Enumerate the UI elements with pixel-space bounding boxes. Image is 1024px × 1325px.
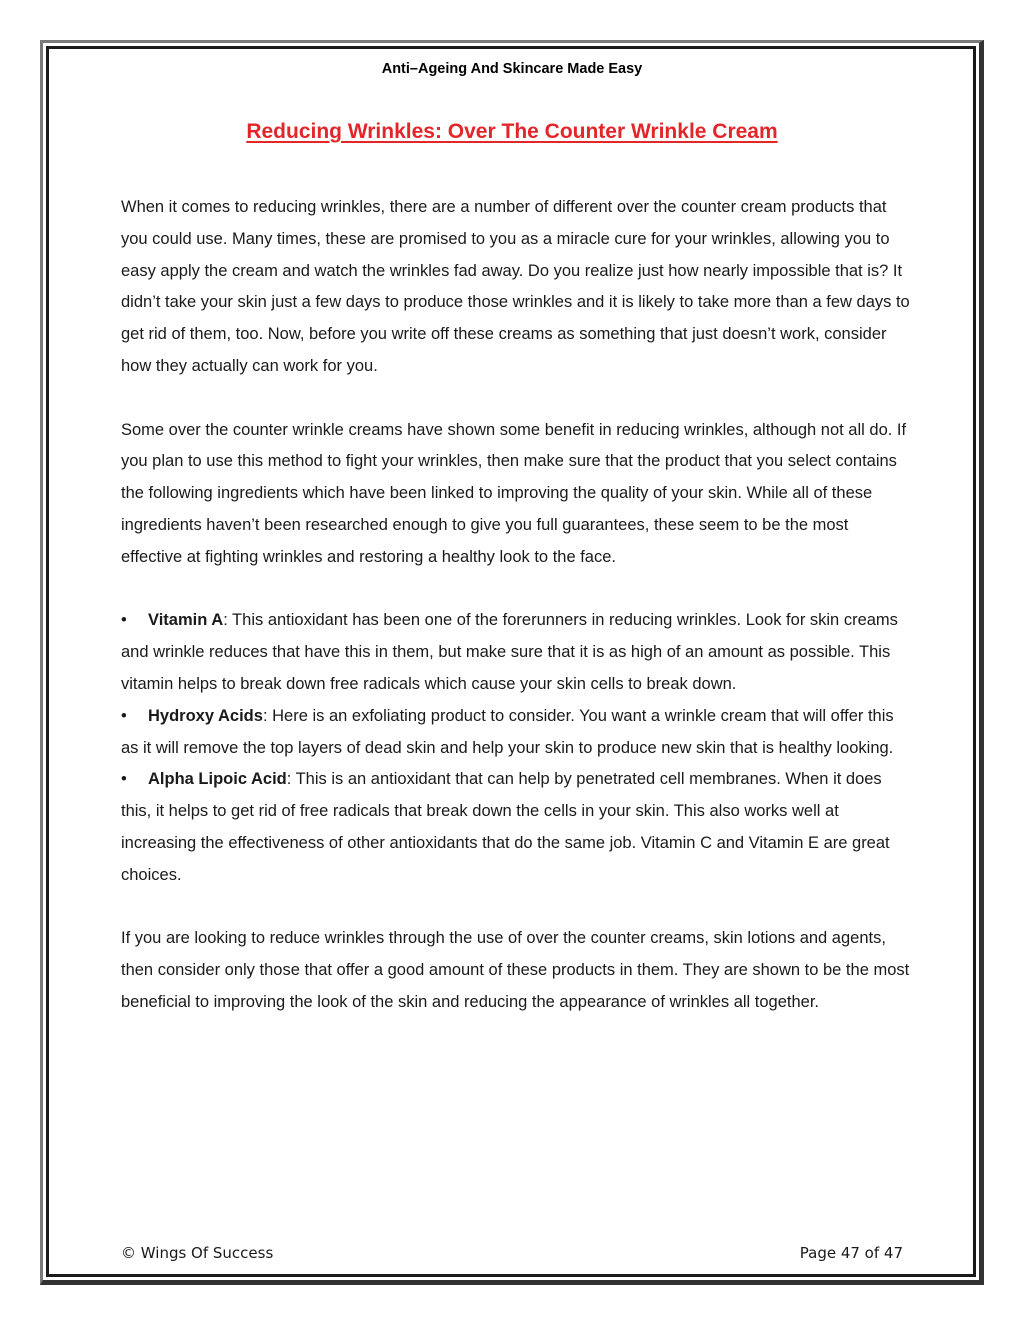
body-paragraph-3: If you are looking to reduce wrinkles through the use of over the counter creams, skin lotions and agents, then consider only those that offer a good amount of these products in them. They are shown to be the most beneficial to improving the look of the skin and reducing the appearance of wrinkles all together. — [121, 929, 910, 1011]
bullet-item-alpha-lipoic-acid — [121, 764, 911, 891]
bullet-text: : This is an antioxidant that can help by penetrated cell membranes. When it does this, it helps to get rid of free radicals that break down the cells in your skin. This also works well at increasing the effectiveness of other antioxidants that do the same job. Vitamin C and Vitamin E are great choices. — [121, 770, 890, 884]
bullet-item-vitamin-a — [121, 605, 911, 700]
bullet-marker: • — [121, 770, 127, 789]
footer-copyright: © Wings Of Success — [121, 1244, 274, 1262]
bullet-marker: • — [121, 706, 127, 725]
bullet-text: : This antioxidant has been one of the forerunners in reducing wrinkles. Look for skin creams and wrinkle reduces that have this in them, but make sure that it is as high of an amount as possible. This vitamin helps to break down free radicals which cause your skin cells to break down. — [121, 611, 898, 693]
body-paragraph-2: Some over the counter wrinkle creams have shown some benefit in reducing wrinkles, although not all do. If you plan to use this method to fight your wrinkles, then make sure that the product that you select contains the following ingredients which have been linked to improving the quality of your skin. While all of these ingredients haven’t been researched enough to give you full guarantees, these seem to be the most effective at fighting wrinkles and restoring a healthy look to the face. — [121, 420, 907, 566]
bullet-item-hydroxy-acids — [121, 701, 911, 765]
bullet-term: Hydroxy Acids — [148, 706, 263, 725]
bullet-text: : Here is an exfoliating product to consider. You want a wrinkle cream that will offer this as it will remove the top layers of dead skin and help your skin to produce new skin that is healthy looking. — [121, 706, 894, 757]
chapter-title: Reducing Wrinkles: Over The Counter Wrinkle Cream — [246, 120, 778, 143]
body-content — [121, 192, 911, 1019]
bullet-marker: • — [121, 611, 127, 630]
body-paragraph-1: When it comes to reducing wrinkles, there are a number of different over the counter cream products that you could use. Many times, these are promised to you as a miracle cure for your wrinkles, allowing you to easy apply the cream and watch the wrinkles fad away. Do you realize just how nearly impossible that is? It didn’t take your skin just a few days to produce those wrinkles and it is likely to take more than a few days to get rid of them, too. Now, before you write off these creams as something that just doesn’t work, consider how they actually can work for you. — [121, 198, 910, 375]
bullet-term: Vitamin A — [148, 611, 224, 630]
bullet-term: Alpha Lipoic Acid — [148, 770, 287, 789]
running-header: Anti–Ageing And Skincare Made Easy — [381, 61, 643, 77]
footer-page-number: Page 47 of 47 — [799, 1244, 903, 1262]
